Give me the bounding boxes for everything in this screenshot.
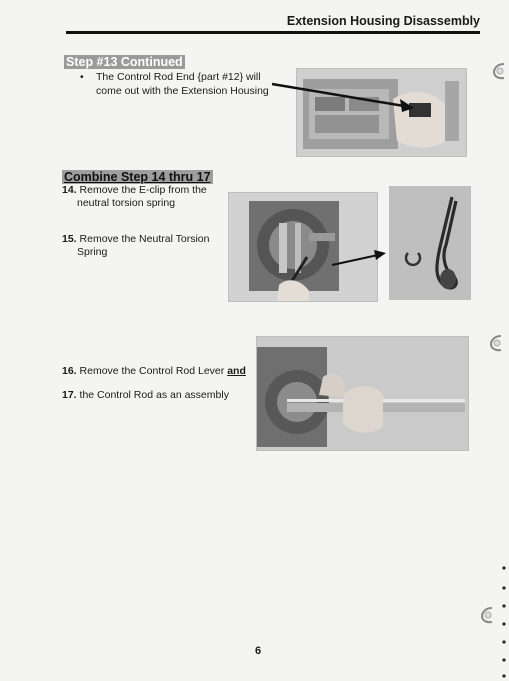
header-rule <box>66 31 480 34</box>
arrow-1 <box>268 78 418 116</box>
spring-eclip-photo <box>389 186 471 300</box>
binding-edge-marks <box>501 560 507 681</box>
step-17: 17. the Control Rod as an assembly <box>62 389 229 401</box>
page-number: 6 <box>254 645 262 657</box>
and-emphasis: and <box>227 365 246 377</box>
binder-ring-top <box>492 62 506 80</box>
step-15: 15. Remove the Neutral Torsion Spring <box>62 233 210 258</box>
step-16: 16. Remove the Control Rod Lever and <box>62 365 246 377</box>
binder-ring-bottom <box>480 606 494 624</box>
binder-ring-middle <box>489 334 503 352</box>
control-rod-photo <box>256 336 469 451</box>
step13-heading: Step #13 Continued <box>66 55 183 69</box>
bullet-dot: • <box>80 71 84 83</box>
section-title: Extension Housing Disassembly <box>286 14 480 28</box>
step13-bullet-text: The Control Rod End {part #12} will come out with the Extension Housing <box>96 71 269 97</box>
combine-heading: Combine Step 14 thru 17 <box>64 170 211 184</box>
step-14: 14. Remove the E-clip from the neutral torsion spring <box>62 184 207 209</box>
arrow-2 <box>330 245 390 270</box>
